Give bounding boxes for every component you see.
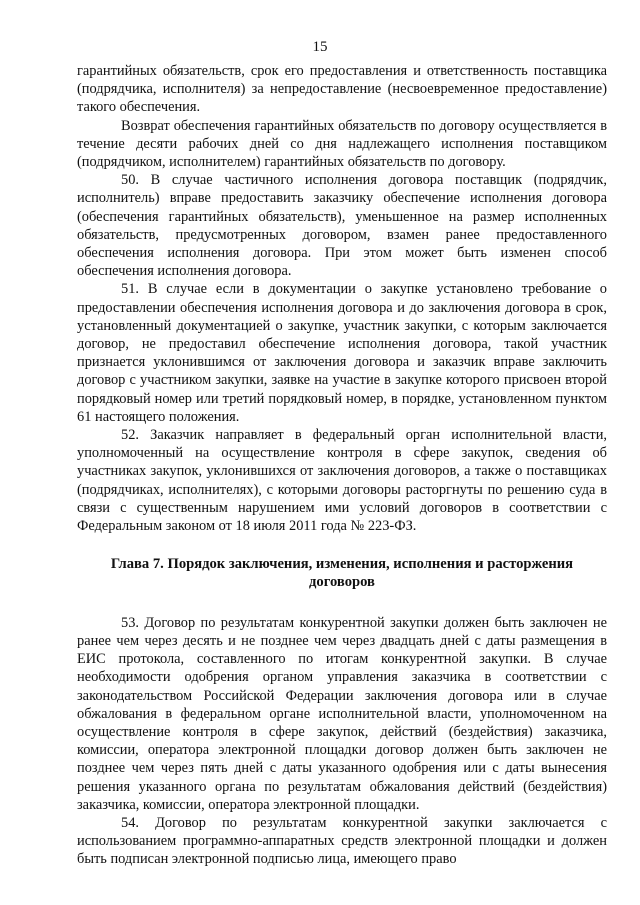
paragraph-52: 52. Заказчик направляет в федеральный орган исполнительной власти, уполномоченный на осуществление контроля в сфере закупок, сведения об участниках закупок, уклонившихся от заключения договоров, а также о поставщиках (подрядчиках, исполнителях), с которыми договоры расторгнуты по решению суда в связи с существенным нарушением ими условий договоров в соответствии с Федеральным законом от 18 июля 2011 года № 223-ФЗ.: [77, 427, 607, 535]
document-body: [77, 62, 607, 869]
paragraph-54: 54. Договор по результатам конкурентной закупки заключается с использованием программно-аппаратных средств электронной площадки и должен быть подписан электронной подписью лица, имеющего право: [77, 814, 607, 868]
page-number: 15: [312, 39, 328, 55]
chapter-heading: Глава 7. Порядок заключения, изменения, исполнения и расторжения договоров: [110, 556, 574, 591]
paragraph-50: 50. В случае частичного исполнения договора поставщик (подрядчик, исполнитель) вправе предоставить заказчику обеспечение исполнения договора (обеспечения гарантийных обязательств), уменьшенное на размер исполненных обязательств, предусмотренных договором, взамен ранее предоставленного обеспечения исполнения договора. При этом может быть изменен способ обеспечения исполнения договора.: [77, 172, 607, 280]
paragraph-guarantee-return: Возврат обеспечения гарантийных обязательств по договору осуществляется в течение десяти рабочих дней со дня надлежащего исполнения поставщиком (подрядчиком, исполнителем) гарантийных обязательств по договору.: [77, 117, 607, 171]
paragraph-53: 53. Договор по результатам конкурентной закупки должен быть заключен не ранее чем через десять и не позднее чем через двадцать дней с даты размещения в ЕИС протокола, составленного по итогам конкурентной закупки. В случае необходимости одобрения органом управления заказчика в соответствии с законодательством Российской Федерации заключения договора или в случае обжалования в федеральном органе исполнительной власти, уполномоченном на осуществление контроля в сфере закупок, действий (бездействия) заказчика, комиссии, оператора электронной площадки договор должен быть заключен не позднее чем через пять дней с даты указанного одобрения или с даты вынесения решения указанного органа по результатам обжалования действий (бездействия) заказчика, комиссии, оператора электронной площадки.: [77, 614, 607, 813]
paragraph-continuation: гарантийных обязательств, срок его предоставления и ответственность поставщика (подрядчика, исполнителя) за непредоставление (несвоевременное предоставление) такого обеспечения.: [77, 63, 607, 116]
paragraph-51: 51. В случае если в документации о закупке установлено требование о предоставлении обеспечения исполнения договора и до заключения договора в срок, установленный документацией о закупке, участник закупки, с которым заключается договор, не предоставил обеспечение исполнения договора, такой участник признается уклонившимся от заключения договора и заказчик вправе заключить договор с участником закупки, заявке на участие в закупке которого присвоен второй порядковый номер или третий порядковый номер, в порядке, установленном пунктом 61 настоящего положения.: [77, 281, 607, 425]
